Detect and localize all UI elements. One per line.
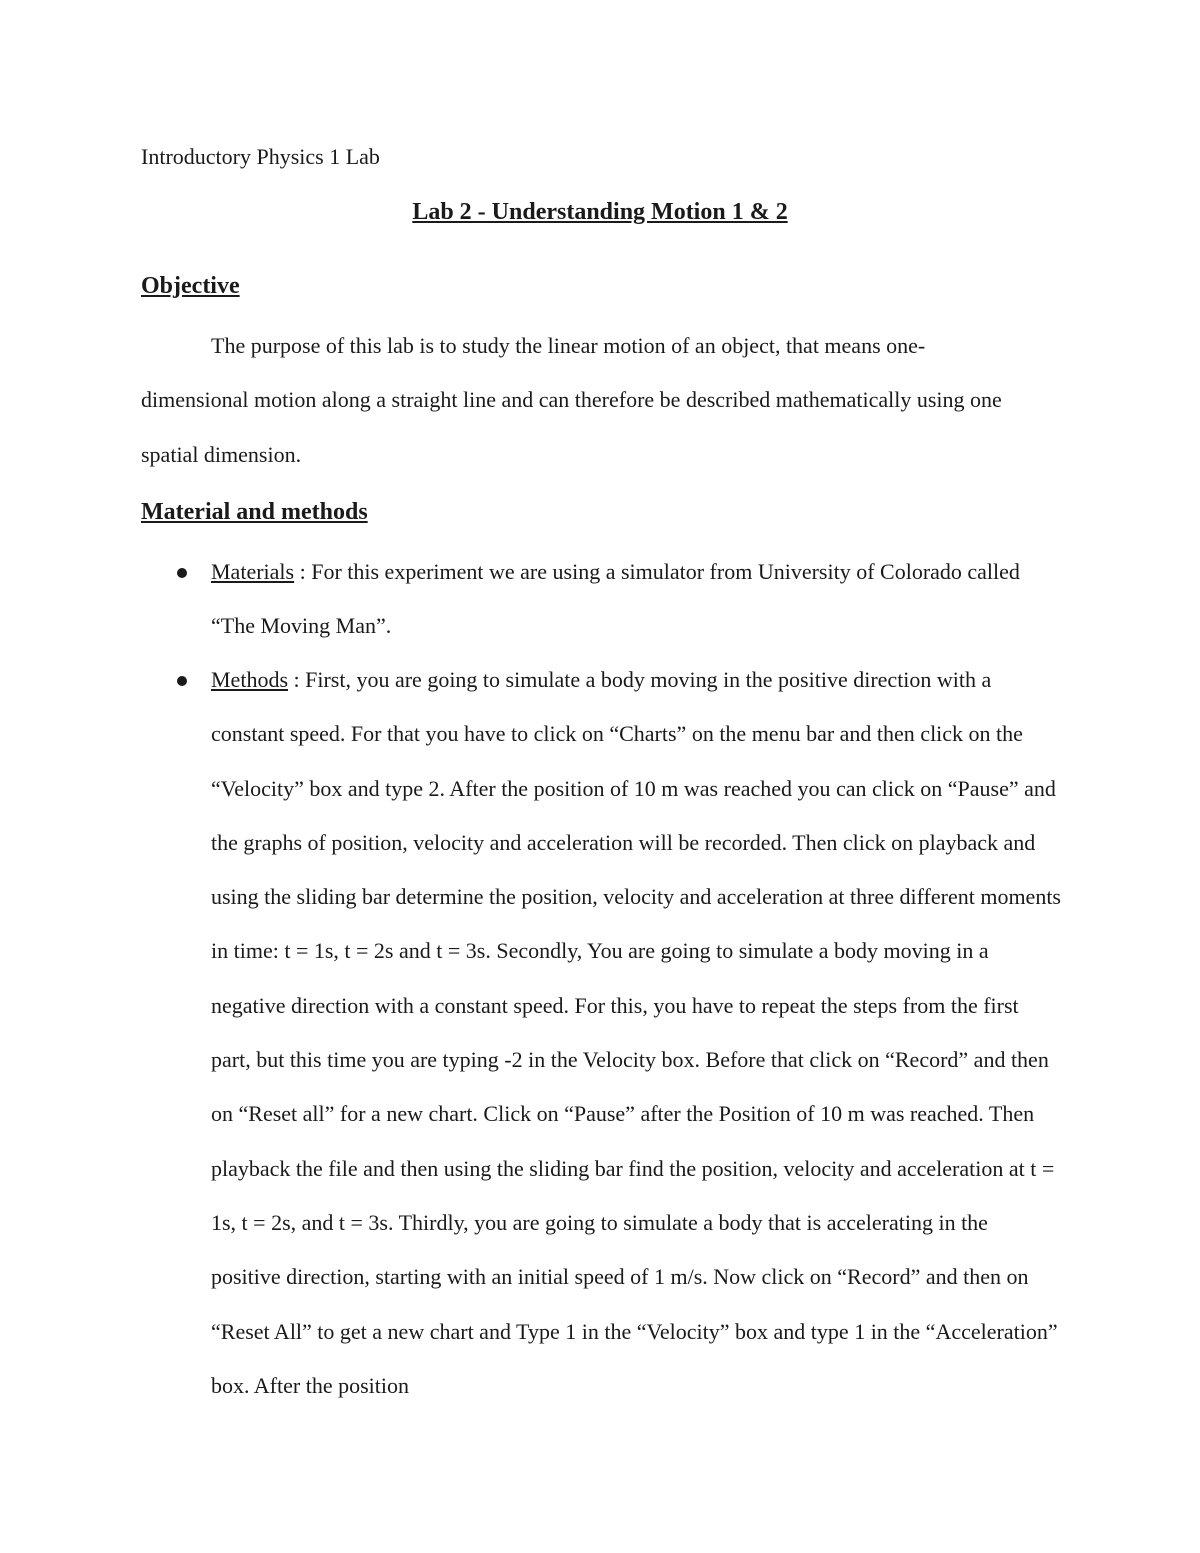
materials-list-item bbox=[211, 545, 1061, 654]
objective-heading: Objective bbox=[141, 273, 240, 299]
materials-term: Materials bbox=[211, 559, 295, 584]
methods-list-item bbox=[211, 653, 1061, 1413]
lab-title: Lab 2 - Understanding Motion 1 & 2 bbox=[412, 199, 788, 225]
materials-methods-heading: Material and methods bbox=[141, 499, 368, 525]
methods-description: : First, you are going to simulate a body moving in the positive direction with a constant speed. For that you have to click on “Charts” on the menu bar and then click on the “Velocity” box and type 2. After the position of 10 m was reached you can click on “Pause” and the graphs of position, velocity and acceleration will be recorded. Then click on playback and using the sliding bar determine the position, velocity and acceleration at three different moments in time: t = 1s, t = 2s and t = 3s. Secondly, You are going to simulate a body moving in a negative direction with a constant speed. For this, you have to repeat the steps from the first part, but this time you are typing -2 in the Velocity box. Before that click on “Record” and then on “Reset all” for a new chart. Click on “Pause” after the Position of 10 m was reached. Then playback the file and then using the sliding bar find the position, velocity and acceleration at t = 1s, t = 2s, and t = 3s. Thirdly, you are going to simulate a body that is accelerating in the positive direction, starting with an initial speed of 1 m/s. Now click on “Record” and then on “Reset All” to get a new chart and Type 1 in the “Velocity” box and type 1 in the “Acceleration” box. After the position bbox=[211, 667, 1061, 1398]
bullet-icon bbox=[177, 568, 187, 578]
bullet-icon bbox=[177, 676, 187, 686]
methods-term: Methods bbox=[211, 667, 288, 692]
objective-paragraph: The purpose of this lab is to study the linear motion of an object, that means one-dimensional motion along a straight line and can therefore be described mathematically using one spatial dimension. bbox=[141, 333, 1002, 467]
course-name: Introductory Physics 1 Lab bbox=[141, 144, 380, 169]
materials-description: : For this experiment we are using a simulator from University of Colorado called “The Moving Man”. bbox=[211, 559, 1020, 639]
